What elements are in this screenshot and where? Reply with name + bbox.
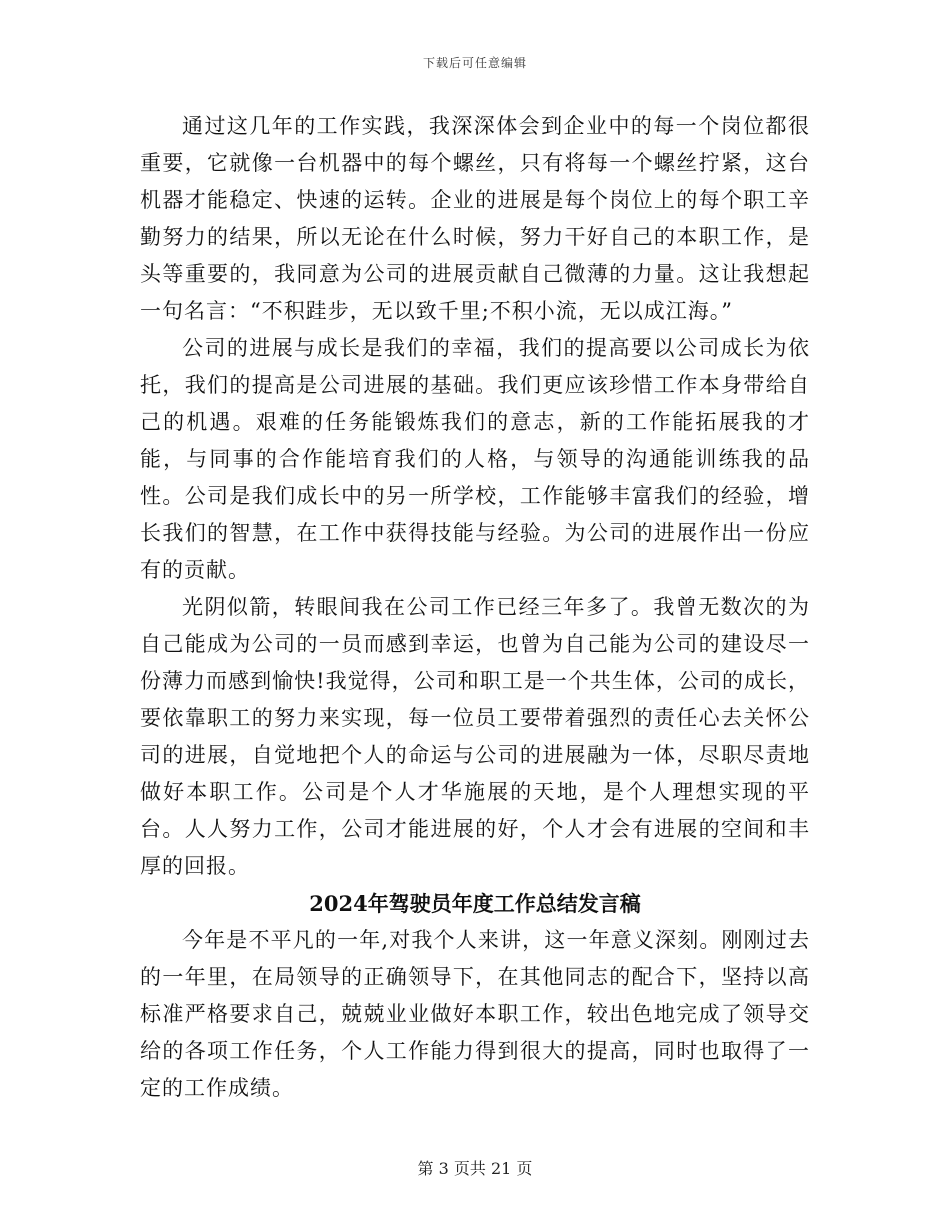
paragraph-1: 通过这几年的工作实践，我深深体会到企业中的每一个岗位都很重要，它就像一台机器中的每个螺丝，只有将每一个螺丝拧紧，这台机器才能稳定、快速的运转。企业的进展是每个岗位上的每个职工辛勤努力的结果，所以无论在什么时候，努力干好自己的本职工作，是头等重要的，我同意为公司的进展贡献自己微薄的力量。这让我想起一句名言：“不积跬步，无以致千里;不积小流，无以成江海。” [140,114,810,323]
document-body [140,108,810,1107]
section-paragraph-1: 今年是不平凡的一年,对我个人来讲，这一年意义深刻。刚刚过去的一年里，在局领导的正确领导下，在其他同志的配合下，坚持以高标准严格要求自己，兢兢业业做好本职工作，较出色地完成了领导交给的各项工作任务，个人工作能力得到很大的提高，同时也取得了一定的工作成绩。 [140,928,810,1100]
page-number: 第 3 页共 21 页 [417,1159,533,1178]
paragraph-3: 光阴似箭，转眼间我在公司工作已经三年多了。我曾无数次的为自己能成为公司的一员而感到幸运，也曾为自己能为公司的建设尽一份薄力而感到愉快!我觉得，公司和职工是一个共生体，公司的成长，要依靠职工的努力来实现，每一位员工要带着强烈的责任心去关怀公司的进展，自觉地把个人的命运与公司的进展融为一体，尽职尽责地做好本职工作。公司是个人才华施展的天地，是个人理想实现的平台。人人努力工作，公司才能进展的好，个人才会有进展的空间和丰厚的回报。 [140,595,810,878]
section-title: 2024年驾驶员年度工作总结发言稿 [309,891,641,916]
header-note: 下载后可任意编辑 [422,56,527,70]
paragraph-2: 公司的进展与成长是我们的幸福，我们的提高要以公司成长为依托，我们的提高是公司进展的基础。我们更应该珍惜工作本身带给自己的机遇。艰难的任务能锻炼我们的意志，新的工作能拓展我的才能，与同事的合作能培育我们的人格，与领导的沟通能训练我的品性。公司是我们成长中的另一所学校，工作能够丰富我们的经验，增长我们的智慧，在工作中获得技能与经验。为公司的进展作出一份应有的贡献。 [140,336,810,582]
